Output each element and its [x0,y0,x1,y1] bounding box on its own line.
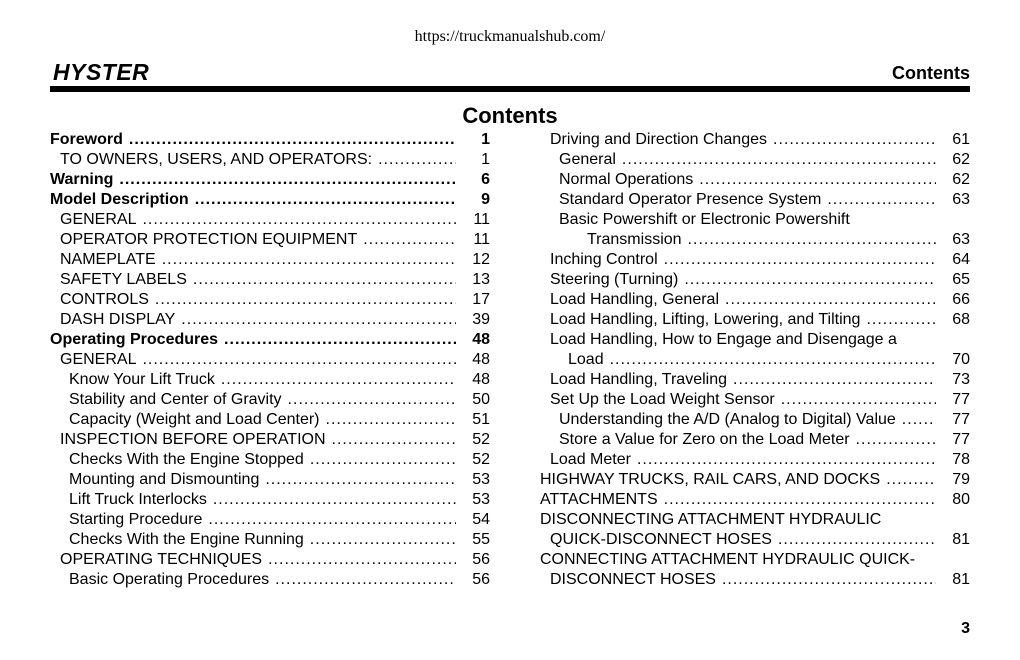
toc-entry [540,450,970,470]
toc-entry-page: 70 [952,351,970,368]
toc-entry-title: NAMEPLATE [60,251,156,268]
toc-entry [540,490,970,510]
toc-entry-page: 63 [952,191,970,208]
toc-entry [50,350,490,370]
toc-entry-title: GENERAL [60,351,137,368]
toc-entry-page: 68 [952,311,970,328]
toc-dot-leader [155,290,456,310]
toc-dot-leader [856,430,936,450]
toc-entry-page: 48 [472,371,490,388]
toc-dot-leader [664,250,936,270]
toc-entry-title: Normal Operations [559,171,694,188]
toc-entry-title: Standard Operator Presence System [559,191,822,208]
toc-dot-leader [221,370,456,390]
toc-entry-page: 48 [472,351,490,368]
toc-entry-title: OPERATOR PROTECTION EQUIPMENT [60,231,358,248]
toc-entry [50,450,490,470]
toc-dot-leader [208,510,456,530]
toc-dot-leader [142,210,456,230]
toc-dot-leader [119,170,456,190]
toc-entry-title: Load Handling, General [550,291,720,308]
toc-entry [50,250,490,270]
page-number: 3 [961,620,970,637]
toc-dot-leader [332,430,456,450]
toc-dot-leader [310,450,456,470]
toc-dot-leader [699,170,936,190]
toc-entry [50,230,490,250]
toc-entry-page: 61 [952,131,970,148]
toc-entry-page: 79 [952,471,970,488]
toc-entry-title: Model Description [50,191,189,208]
toc-entry [50,330,490,350]
toc-left-column [50,130,490,590]
toc-entry-page: 64 [952,251,970,268]
toc-entry-page: 51 [472,411,490,428]
toc-entry-page: 54 [472,511,490,528]
toc-entry [50,170,490,190]
toc-dot-leader [827,190,936,210]
toc-dot-leader [288,390,456,410]
toc-entry-page: 56 [472,551,490,568]
toc-entry-page: 77 [952,391,970,408]
toc-entry [50,190,490,210]
toc-dot-leader [637,450,936,470]
toc-entry-page: 77 [952,431,970,448]
toc-entry-page: 9 [481,191,490,208]
toc-entry-page: 53 [472,491,490,508]
toc-entry-page: 1 [481,131,490,148]
toc-dot-leader [733,370,936,390]
toc-entry-page: 52 [472,431,490,448]
toc-entry [540,190,970,210]
toc-entry [50,210,490,230]
toc-entry [540,150,970,170]
toc-entry-title: Load Meter [550,451,631,468]
toc-entry [50,410,490,430]
toc-entry-title: CONTROLS [60,291,149,308]
toc-entry [540,210,970,230]
toc-dot-leader [688,230,936,250]
toc-entry-page: 11 [473,231,490,248]
toc-entry-page: 63 [952,231,970,248]
header-title: Contents [892,63,970,83]
toc-entry-page: 62 [952,171,970,188]
toc-entry-page: 73 [952,371,970,388]
toc-entry [50,530,490,550]
page-title: Contents [462,103,558,128]
toc-entry-title: GENERAL [60,211,137,228]
toc-dot-leader [195,190,456,210]
toc-entry-title: Foreword [50,131,123,148]
toc-dot-leader [725,290,936,310]
toc-entry-title: QUICK-DISCONNECT HOSES [550,531,772,548]
toc-dot-leader [610,350,936,370]
toc-dot-leader [268,550,456,570]
hyster-logo [51,60,163,84]
toc-entry [540,570,970,590]
toc-entry-page: 48 [472,331,490,348]
toc-entry [50,430,490,450]
toc-entry [50,370,490,390]
toc-dot-leader [213,490,456,510]
toc-entry [50,150,490,170]
toc-entry-title: Stability and Center of Gravity [69,391,282,408]
toc-entry-page: 17 [472,291,490,308]
toc-dot-leader [778,530,936,550]
toc-entry [540,350,970,370]
toc-entry [50,550,490,570]
toc-entry [540,390,970,410]
toc-entry-title: Steering (Turning) [550,271,679,288]
toc-dot-leader [664,490,936,510]
toc-entry-title: Know Your Lift Truck [69,371,215,388]
toc-dot-leader [162,250,456,270]
toc-dot-leader [224,330,456,350]
toc-dot-leader [722,570,936,590]
toc-entry-title: Basic Powershift or Electronic Powershift [559,211,850,228]
toc-entry [540,550,970,570]
toc-entry-title: Capacity (Weight and Load Center) [69,411,320,428]
toc-right-column [540,130,970,590]
toc-entry-title: Checks With the Engine Stopped [69,451,304,468]
toc-entry-page: 6 [481,171,490,188]
toc-entry [540,230,970,250]
toc-entry [540,530,970,550]
toc-entry-title: TO OWNERS, USERS, AND OPERATORS: [60,151,373,168]
toc-dot-leader [193,270,456,290]
toc-entry-title: Basic Operating Procedures [69,571,270,588]
toc-dot-leader [684,270,936,290]
toc-entry-page: 52 [472,451,490,468]
toc-entry-page: 65 [952,271,970,288]
toc-entry [50,470,490,490]
toc-entry [50,270,490,290]
toc-dot-leader [129,130,456,150]
toc-dot-leader [326,410,456,430]
source-url: https://truckmanualshub.com/ [414,28,606,45]
toc-entry [540,170,970,190]
toc-dot-leader [275,570,456,590]
toc-entry-page: 62 [952,151,970,168]
toc-entry [50,510,490,530]
toc-entry-page: 77 [952,411,970,428]
toc-entry-title: DASH DISPLAY [60,311,176,328]
toc-dot-leader [866,310,936,330]
toc-entry-page: 81 [952,531,970,548]
toc-entry-title: Load Handling, Lifting, Lowering, and Tilting [550,311,861,328]
toc-dot-leader [363,230,456,250]
toc-entry-page: 13 [472,271,490,288]
toc-dot-leader [773,130,936,150]
toc-entry-page: 12 [472,251,490,268]
toc-entry-page: 55 [472,531,490,548]
toc-entry-title: DISCONNECTING ATTACHMENT HYDRAULIC [540,511,882,528]
toc-entry-page: 80 [952,491,970,508]
toc-entry-title: ATTACHMENTS [540,491,658,508]
toc-dot-leader [181,310,456,330]
svg-text:HYSTER: HYSTER [53,60,150,84]
toc-entry-title: HIGHWAY TRUCKS, RAIL CARS, AND DOCKS [540,471,881,488]
toc-entry [540,470,970,490]
toc-dot-leader [781,390,936,410]
toc-entry [540,130,970,150]
toc-entry [50,130,490,150]
toc-dot-leader [622,150,936,170]
toc-entry-title: Load Handling, How to Engage and Disengage a [550,331,897,348]
toc-entry-page: 1 [481,151,490,168]
toc-entry-title: OPERATING TECHNIQUES [60,551,263,568]
toc-entry-page: 81 [952,571,970,588]
toc-entry [540,310,970,330]
toc-entry-title: Warning [50,171,114,188]
toc-entry-title: Driving and Direction Changes [550,131,767,148]
toc-entry-title: CONNECTING ATTACHMENT HYDRAULIC QUICK- [540,551,916,568]
toc-entry-page: 56 [472,571,490,588]
toc-entry [50,390,490,410]
toc-entry-title: Load Handling, Traveling [550,371,728,388]
toc-dot-leader [902,410,936,430]
toc-entry-title: INSPECTION BEFORE OPERATION [60,431,326,448]
toc-entry [540,510,970,530]
toc-entry [50,570,490,590]
toc-entry-title: Mounting and Dismounting [69,471,260,488]
toc-entry-page: 50 [472,391,490,408]
toc-entry [540,270,970,290]
toc-dot-leader [142,350,456,370]
toc-entry-title: Lift Truck Interlocks [69,491,207,508]
toc-entry [540,330,970,350]
toc-entry-title: DISCONNECT HOSES [550,571,716,588]
toc-dot-leader [310,530,456,550]
toc-entry [50,290,490,310]
toc-entry-title: Load [568,351,604,368]
toc-entry [540,410,970,430]
header-rule [50,86,970,92]
toc-entry-title: Starting Procedure [69,511,203,528]
toc-entry-title: Checks With the Engine Running [69,531,304,548]
toc-entry [50,490,490,510]
toc-entry-page: 11 [473,211,490,228]
toc-entry-title: Transmission [587,231,682,248]
toc-entry-page: 66 [952,291,970,308]
toc-dot-leader [378,150,456,170]
toc-entry-title: Set Up the Load Weight Sensor [550,391,775,408]
toc-entry [540,370,970,390]
toc-entry [540,290,970,310]
toc-entry-title: Store a Value for Zero on the Load Meter [559,431,850,448]
toc-entry-title: SAFETY LABELS [60,271,187,288]
toc-entry-title: Inching Control [550,251,658,268]
toc-entry-title: Understanding the A/D (Analog to Digital) Value [559,411,896,428]
toc-entry [540,430,970,450]
toc-entry-title: Operating Procedures [50,331,219,348]
toc-dot-leader [886,470,936,490]
toc-dot-leader [265,470,456,490]
toc-entry [540,250,970,270]
toc-entry-page: 39 [472,311,490,328]
toc-entry-title: General [559,151,616,168]
toc-entry-page: 53 [472,471,490,488]
toc-entry [50,310,490,330]
toc-entry-page: 78 [952,451,970,468]
